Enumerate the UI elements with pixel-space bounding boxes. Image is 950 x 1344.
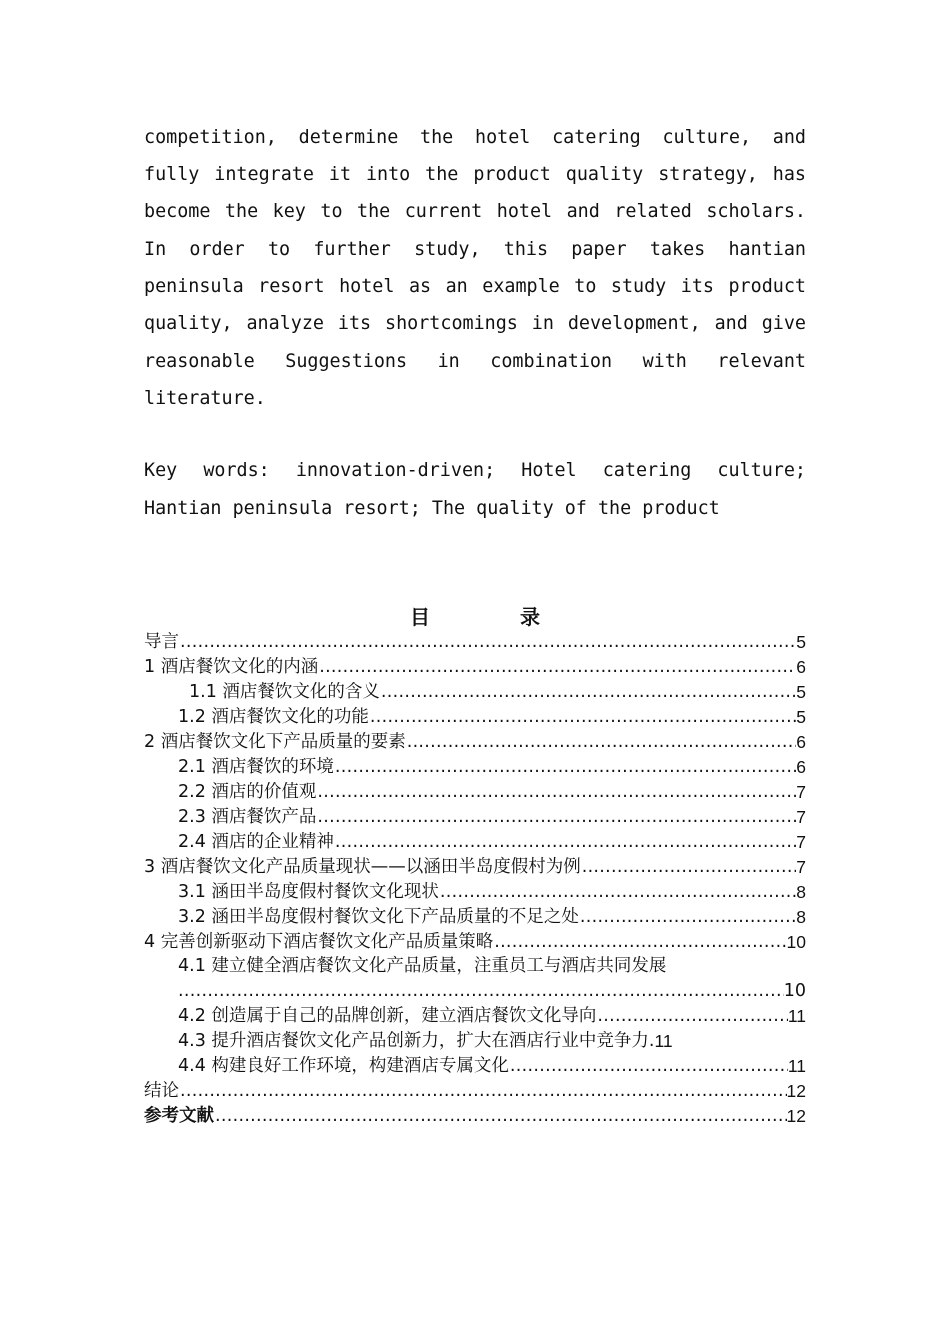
toc-entry-label: 3.1 涵田半岛度假村餐饮文化现状 [178,882,439,902]
toc-leader [178,980,784,1002]
toc-page-number: 7 [796,857,806,877]
toc-entry-label: 1 酒店餐饮文化的内涵 [144,657,319,677]
toc-leader [439,881,796,903]
toc-leader [380,681,796,703]
toc-page-number: 12 [786,1081,806,1101]
toc-entry[interactable] [144,854,806,878]
abstract-line: quality, analyze its shortcomings in development, and give [144,313,806,334]
toc-entry[interactable] [144,654,806,678]
toc-entry-continuation[interactable] [178,978,806,1002]
toc-entry-label: 参考文献 [144,1106,214,1126]
toc-entry[interactable] [178,904,806,928]
toc-entry-label: 1.2 酒店餐饮文化的功能 [178,707,369,727]
toc-page-number: 6 [796,657,806,677]
toc-entry-label: 3 酒店餐饮文化产品质量现状——以涵田半岛度假村为例 [144,857,581,877]
toc-page-number: 10 [783,981,806,1001]
toc-entry[interactable] [178,779,806,803]
toc-entry-label: 4.2 创造属于自己的品牌创新，建立酒店餐饮文化导向 [178,1006,597,1026]
toc-page-number: 7 [796,782,806,802]
toc-entry-label: 4.3 提升酒店餐饮文化产品创新力，扩大在酒店行业中竞争力. [178,1031,655,1051]
toc-entry-label: 4.4 构建良好工作环境，构建酒店专属文化 [178,1056,509,1076]
toc-leader [493,931,786,953]
toc-title [408,601,548,629]
keywords-line: Hantian peninsula resort; The quality of the product [144,498,720,519]
toc-entry[interactable] [178,953,806,977]
toc-leader [316,806,796,828]
toc-entry-label: 4 完善创新驱动下酒店餐饮文化产品质量策略 [144,932,494,952]
toc-entry-label: 2.2 酒店的价值观 [178,782,317,802]
toc-entry[interactable] [144,729,806,753]
toc-page-number: 8 [796,907,806,927]
toc-page-number: 5 [796,682,806,702]
toc-page-number: 11 [654,1031,673,1051]
abstract-line: In order to further study, this paper takes hantian [144,239,806,260]
toc-entry-label: 结论 [144,1081,179,1101]
toc-entry-label: 3.2 涵田半岛度假村餐饮文化下产品质量的不足之处 [178,907,579,927]
toc-entry-label: 导言 [144,632,179,652]
toc-title-char: 录 [520,605,540,629]
toc-page-number: 6 [796,757,806,777]
toc-entry[interactable] [178,1028,806,1052]
toc-entry-label: 1.1 酒店餐饮文化的含义 [189,682,380,702]
toc-entry[interactable] [144,1078,806,1102]
toc-entry[interactable] [178,754,806,778]
toc-leader [579,906,796,928]
toc-page-number: 7 [796,807,806,827]
toc-leader [581,856,797,878]
abstract-line: fully integrate it into the product quality strategy, has [144,164,806,185]
toc-leader [406,731,797,753]
toc-page-number: 6 [796,732,806,752]
toc-entry[interactable] [178,879,806,903]
toc-page-number: 5 [796,707,806,727]
toc-entry[interactable] [144,1103,806,1127]
toc-page-number: 7 [796,832,806,852]
toc-entry-label: 2.1 酒店餐饮的环境 [178,757,334,777]
toc-entry[interactable] [178,829,806,853]
toc-entry[interactable] [178,704,806,728]
toc-entry[interactable] [144,929,806,953]
toc-leader [334,831,796,853]
toc-leader [214,1105,787,1127]
toc-entry-label: 4.1 建立健全酒店餐饮文化产品质量，注重员工与酒店共同发展 [178,956,667,976]
toc-leader [179,1080,787,1102]
toc-page-number: 11 [787,1056,806,1076]
toc-entry[interactable] [189,679,806,703]
abstract-line: become the key to the current hotel and related scholars. [144,201,806,222]
toc-entry[interactable] [178,1053,806,1077]
toc-entry[interactable] [178,804,806,828]
toc-entry[interactable] [178,1003,806,1027]
toc-entry-label: 2.3 酒店餐饮产品 [178,807,317,827]
toc-entry[interactable] [144,629,806,653]
toc-page-number: 11 [787,1006,806,1026]
toc-page-number: 12 [786,1106,806,1126]
toc-title-char: 目 [410,605,430,629]
abstract-line: literature. [144,388,266,409]
toc-page-number: 5 [796,632,806,652]
abstract-line: reasonable Suggestions in combination with relevant [144,351,806,372]
toc-entry-label: 2.4 酒店的企业精神 [178,832,334,852]
abstract-line: peninsula resort hotel as an example to study its product [144,276,806,297]
toc-leader [179,631,796,653]
toc-leader [334,756,796,778]
toc-leader [316,781,796,803]
toc-leader [369,706,796,728]
abstract-line: competition, determine the hotel catering culture, and [144,127,806,148]
toc-entry-label: 2 酒店餐饮文化下产品质量的要素 [144,732,406,752]
toc-leader [318,656,796,678]
toc-page-number: 8 [796,882,806,902]
toc-leader [509,1055,788,1077]
toc-leader [596,1005,787,1027]
toc-page-number: 10 [786,932,806,952]
keywords-line: Key words: innovation-driven; Hotel catering culture; [144,460,806,481]
